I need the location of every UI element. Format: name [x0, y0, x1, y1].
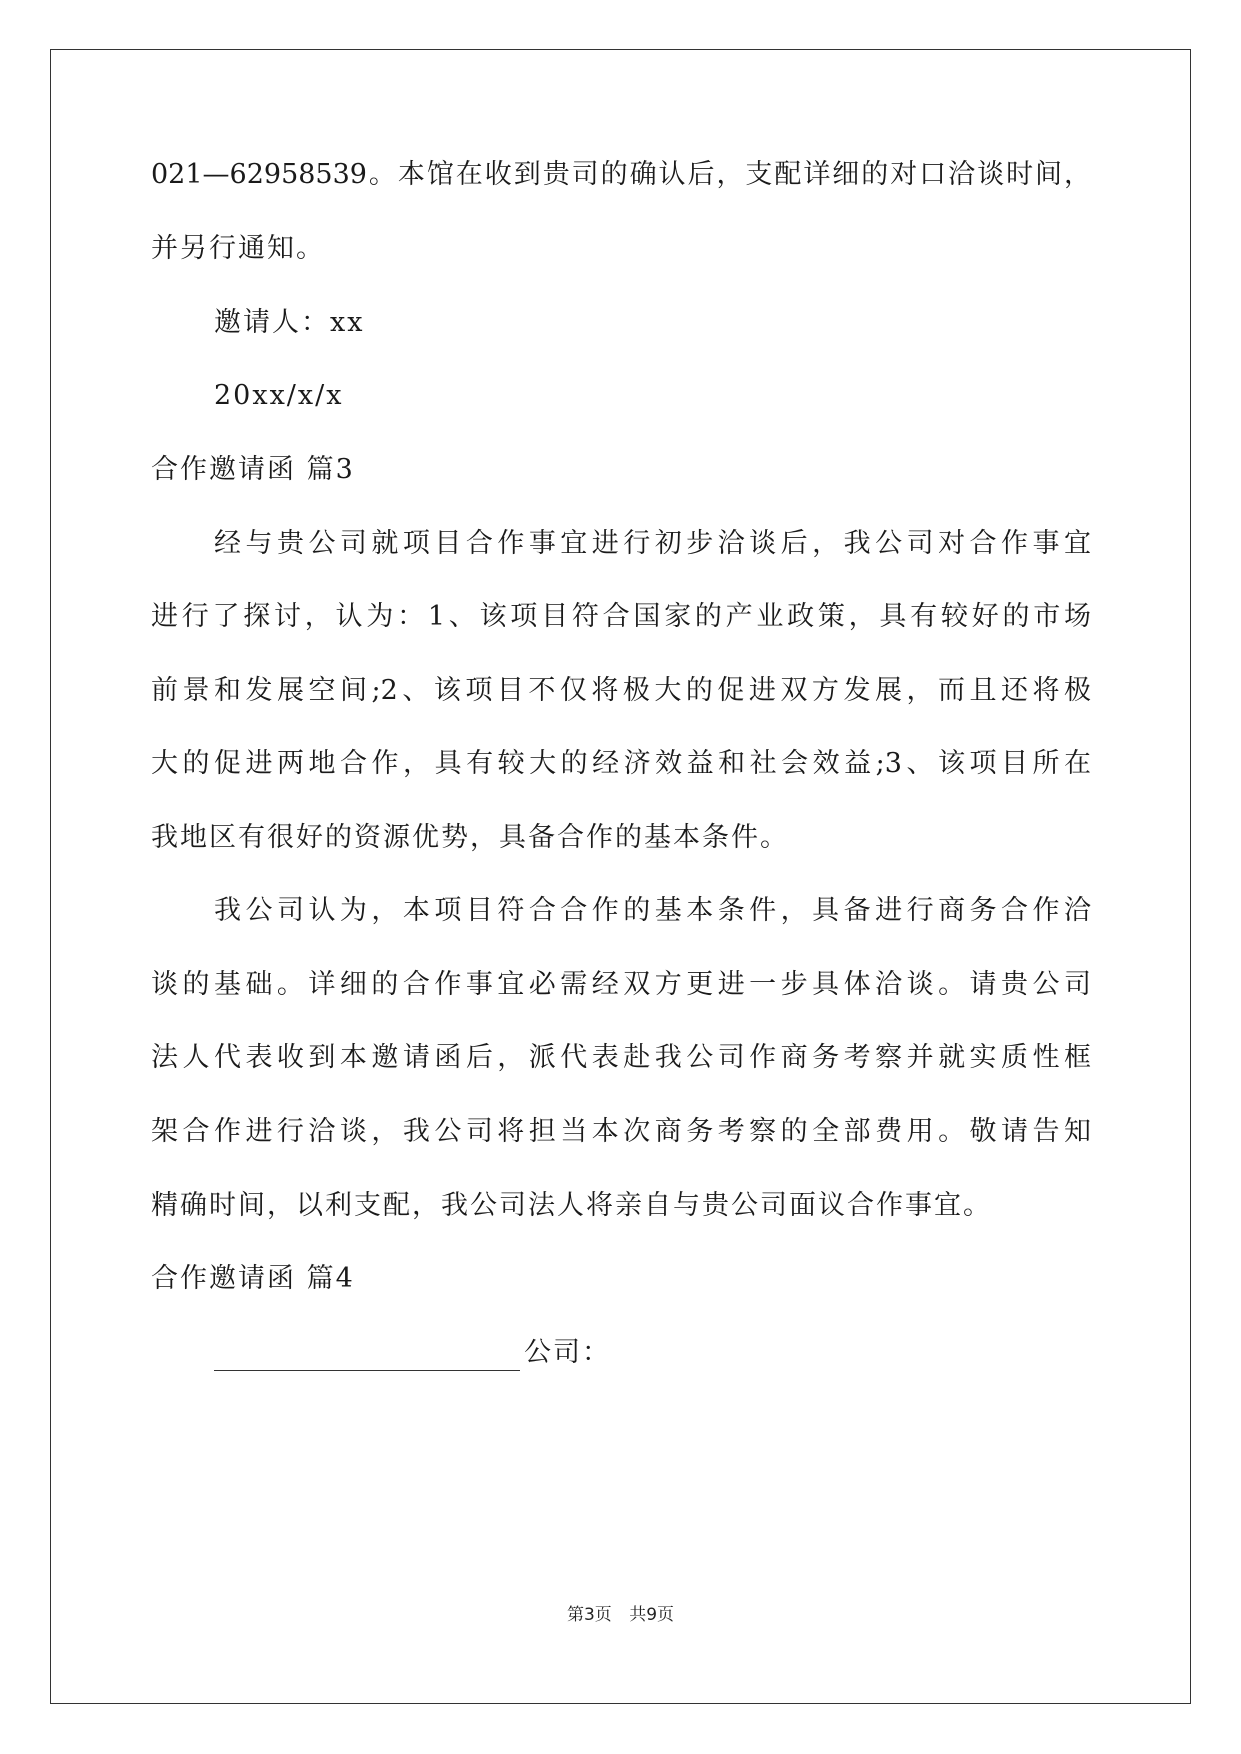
paragraph-line: 大的促进两地合作，具有较大的经济效益和社会效益;3、该项目所在 — [151, 748, 1091, 779]
paragraph-line: 我地区有很好的资源优势，具备合作的基本条件。 — [151, 822, 789, 853]
page-total: 共9页 — [629, 1605, 675, 1625]
paragraph-line: 精确时间，以利支配，我公司法人将亲自与贵公司面议合作事宜。 — [151, 1190, 992, 1221]
paragraph-line: 经与贵公司就项目合作事宜进行初步洽谈后，我公司对合作事宜 — [214, 528, 1091, 559]
section-heading: 合作邀请函 篇4 — [151, 1263, 355, 1294]
paragraph-line: 进行了探讨，认为：1、该项目符合国家的产业政策，具有较好的市场 — [151, 601, 1091, 632]
paragraph-line: 谈的基础。详细的合作事宜必需经双方更进一步具体洽谈。请贵公司 — [151, 969, 1091, 1000]
fill-in-blank — [214, 1344, 520, 1371]
inviter-line: 邀请人：xx — [214, 307, 365, 338]
page-footer — [0, 1600, 1241, 1625]
company-salutation — [214, 1335, 611, 1371]
paragraph-line: 并另行通知。 — [151, 233, 325, 264]
date-line: 20xx/x/x — [214, 380, 344, 411]
paragraph-line: 法人代表收到本邀请函后，派代表赴我公司作商务考察并就实质性框 — [151, 1042, 1091, 1073]
paragraph-line: 前景和发展空间;2、该项目不仅将极大的促进双方发展，而且还将极 — [151, 675, 1091, 706]
paragraph-line: 架合作进行洽谈，我公司将担当本次商务考察的全部费用。敬请告知 — [151, 1116, 1091, 1147]
paragraph-line: 我公司认为，本项目符合合作的基本条件，具备进行商务合作洽 — [214, 895, 1091, 926]
paragraph-line: 021—62958539。本馆在收到贵司的确认后，支配详细的对口洽谈时间， — [151, 159, 1091, 190]
salutation-text: 公司： — [524, 1337, 611, 1368]
page-border — [50, 49, 1191, 1704]
section-heading: 合作邀请函 篇3 — [151, 454, 355, 485]
page-number: 第3页 — [566, 1605, 612, 1625]
